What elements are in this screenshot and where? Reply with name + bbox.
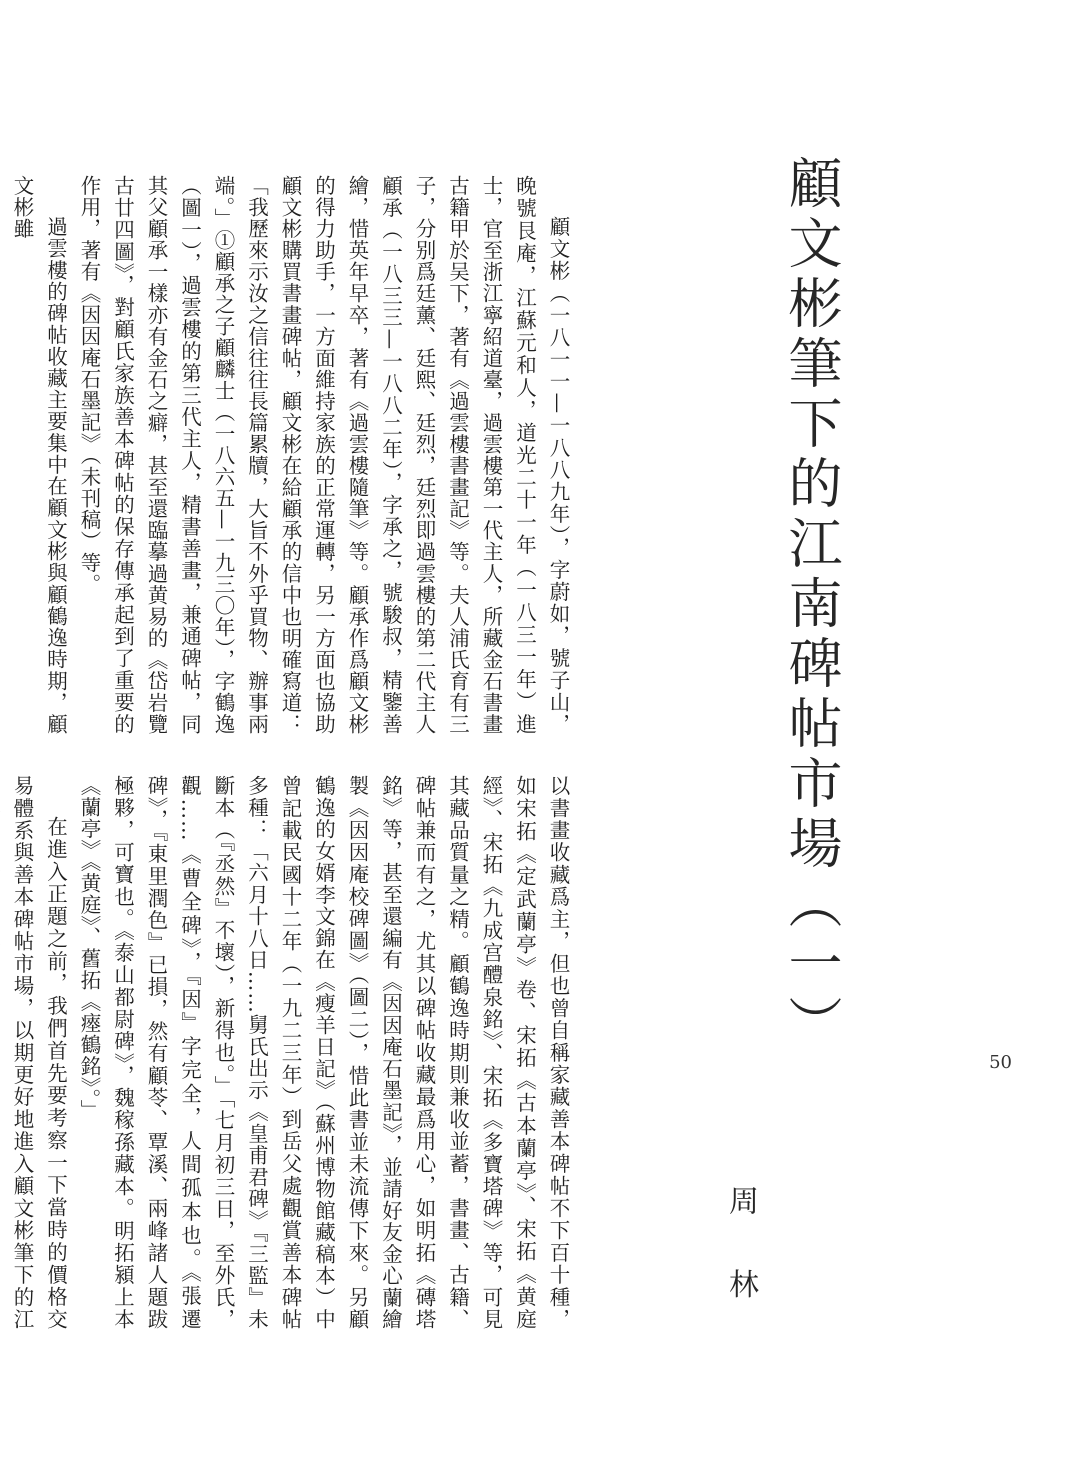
paragraph: 過雲樓的碑帖收藏主要集中在顧文彬與顧鶴逸時期，顧文彬雖 bbox=[10, 175, 68, 735]
page-number: 50 bbox=[989, 1052, 1012, 1073]
author-name: 周 林 bbox=[723, 1185, 758, 1321]
lower-text-block bbox=[10, 775, 574, 1330]
upper-text-block bbox=[10, 175, 574, 735]
article-title: 顧文彬筆下的江南碑帖市場（一） bbox=[780, 155, 843, 1055]
paragraph: 在進入正題之前，我們首先要考察一下當時的價格交易體系與善本碑帖市場，以期更好地進入顧文彬筆下的江 bbox=[10, 775, 68, 1330]
paragraph: 顧文彬（一八一一—一八八九年），字蔚如，號子山，晚號艮庵，江蘇元和人，道光二十一年（一八三一年）進士，官至浙江寧紹道臺，過雲樓第一代主人，所藏金石書畫古籍甲於吴下，著有《過雲樓書畫記》等。夫人浦氏育有三子，分别爲廷薰、廷熙、廷烈，廷烈即過雲樓的第二代主人顧承（一八三三—一八八二年），字承之，號駿叔，精鑒善繪，惜英年早卒，著有《過雲樓隨筆》等。顧承作爲顧文彬的得力助手，一方面維持家族的正常運轉，另一方面也協助顧文彬購買書畫碑帖，顧文彬在給顧承的信中也明確寫道：「我歷來示汝之信往往長篇累牘，大旨不外乎買物、辦事兩端。」①顧承之子顧麟士（一八六五—一九三〇年），字鶴逸（圖一），過雲樓的第三代主人，精書善畫，兼通碑帖，同其父顧承一樣亦有金石之癖，甚至還臨摹過黄易的《岱岩覽古廿四圖》，對顧氏家族善本碑帖的保存傳承起到了重要的作用，著有《因因庵石墨記》（未刊稿）等。 bbox=[77, 175, 570, 735]
paragraph: 以書畫收藏爲主，但也曾自稱家藏善本碑帖不下百十種，如宋拓《定武蘭亭》卷、宋拓《古本蘭亭》、宋拓《黄庭經》、宋拓《九成宫醴泉銘》、宋拓《多寶塔碑》等，可見其藏品質量之精。顧鶴逸時期則兼收並蓄，書畫、古籍、碑帖兼而有之，尤其以碑帖收藏最爲用心，如明拓《磚塔銘》等，甚至還編有《因因庵石墨記》，並請好友金心蘭繪製《因因庵校碑圖》（圖二），惜此書並未流傳下來。另顧鶴逸的女婿李文錦在《瘦羊日記》（蘇州博物館藏稿本）中曾記載民國十二年（一九二三年）到岳父處觀賞善本碑帖多種：「六月十八日……舅氏出示《皇甫君碑》『三監』未斷本（『丞然』不壞），新得也。」「七月初三日，至外氏，觀……《曹全碑》，『因』字完全，人間孤本也。《張遷碑》，『東里潤色』已損，然有顧苓、覃溪、兩峰諸人題跋極夥，可寶也。《泰山都尉碑》，魏稼孫藏本。明拓潁上本《蘭亭》《黄庭》、舊拓《瘞鶴銘》。」 bbox=[77, 775, 570, 1330]
